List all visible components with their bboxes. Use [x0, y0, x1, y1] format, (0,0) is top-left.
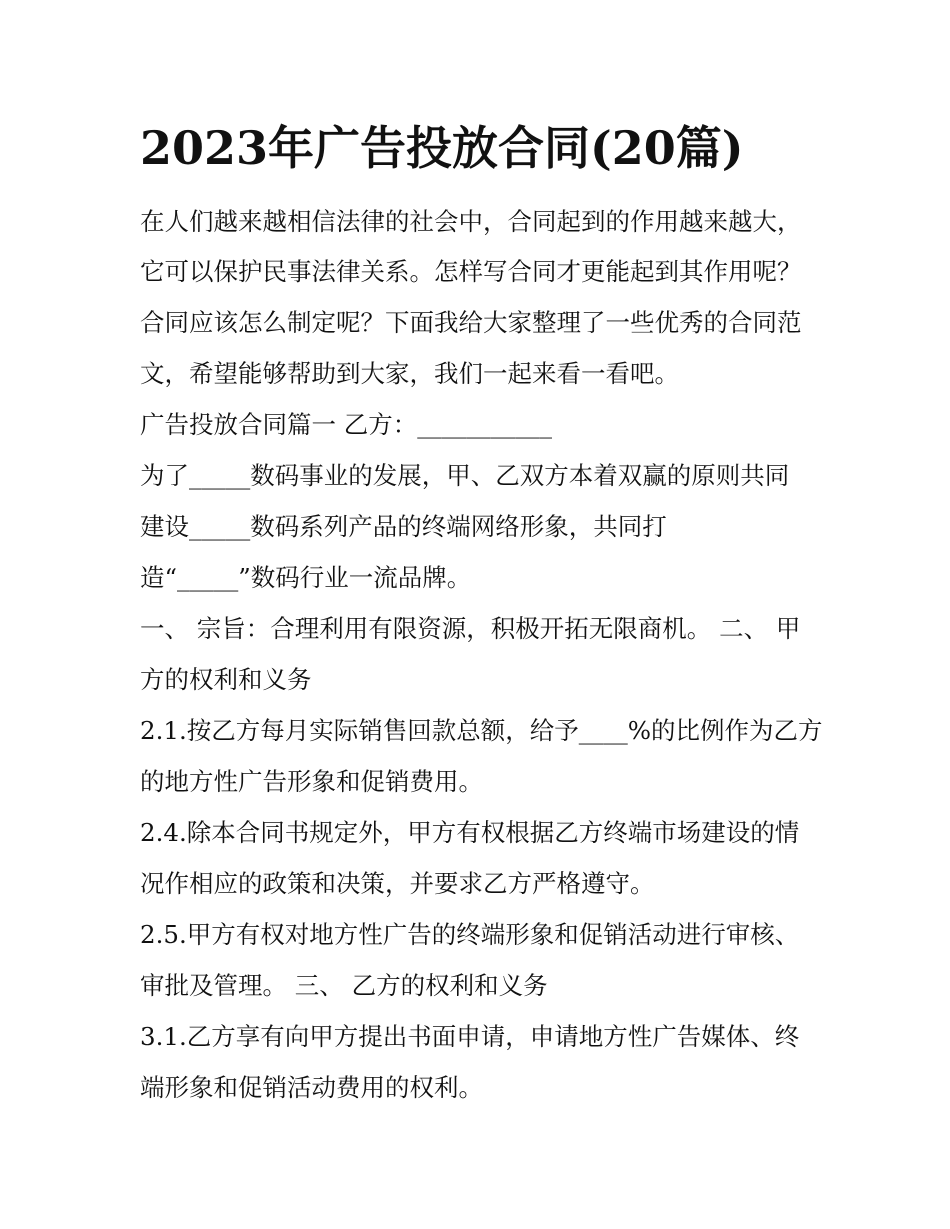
body-line-3: 造“_____”数码行业一流品牌。: [140, 563, 472, 592]
clause-2-4-line-2: 况作相应的政策和决策，并要求乙方严格遵守。: [140, 869, 655, 898]
intro-line-3: 合同应该怎么制定呢？下面我给大家整理了一些优秀的合同范: [140, 308, 802, 337]
contract-heading-line: 广告投放合同篇一 乙方：___________: [140, 410, 553, 439]
clause-3-1-line-2: 端形象和促销活动费用的权利。: [140, 1073, 483, 1102]
body-line-2: 建设_____数码系列产品的终端网络形象，共同打: [140, 512, 667, 541]
clause-2-5-line-2: 审批及管理。 三、 乙方的权利和义务: [140, 971, 548, 1000]
purpose-line-2: 方的权利和义务: [140, 665, 312, 694]
body-line-1: 为了_____数码事业的发展，甲、乙双方本着双赢的原则共同: [140, 461, 790, 490]
intro-line-4: 文，希望能够帮助到大家，我们一起来看一看吧。: [140, 359, 679, 388]
intro-line-1: 在人们越来越相信法律的社会中，合同起到的作用越来越大，: [140, 207, 802, 236]
clause-3-1-line-1: 3.1.乙方享有向甲方提出书面申请，申请地方性广告媒体、终: [140, 1022, 800, 1051]
clause-2-5-line-1: 2.5.甲方有权对地方性广告的终端形象和促销活动进行审核、: [140, 920, 800, 949]
purpose-line-1: 一、 宗旨：合理利用有限资源，积极开拓无限商机。 二、 甲: [140, 614, 801, 643]
document-title: 2023年广告投放合同(20篇): [140, 121, 744, 175]
clause-2-1-line-2: 的地方性广告形象和促销费用。: [140, 767, 483, 796]
intro-line-2: 它可以保护民事法律关系。怎样写合同才更能起到其作用呢？: [140, 257, 802, 286]
clause-2-4-line-1: 2.4.除本合同书规定外，甲方有权根据乙方终端市场建设的情: [140, 818, 800, 847]
clause-2-1-line-1: 2.1.按乙方每月实际销售回款总额，给予____%的比例作为乙方: [140, 716, 823, 745]
